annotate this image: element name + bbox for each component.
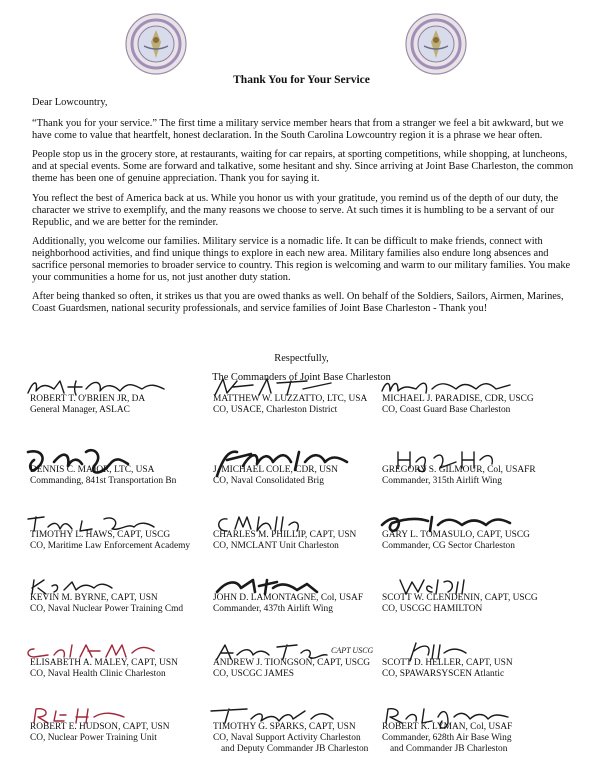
signatory-role: Commanding, 841st Transportation Bn <box>30 476 177 486</box>
signatory-role: Commander, 628th Air Base Wing <box>382 733 512 743</box>
signature-block <box>382 394 534 416</box>
signature-block <box>30 722 169 744</box>
signatory-name: GREGORY S. GILMOUR, Col, USAFR <box>382 465 536 475</box>
signature-block <box>213 465 338 487</box>
paragraph-4: Additionally, you welcome our families. Military service is a nomadic life. It can be difficult to make friends, connect with neighborhood activities, and find unique things to explore in each new area. Military families also endure long absences and sacrifice personal memories to broader service to country. This region is welcoming and warm to our military families. You make your communities a home for us, not just another duty station. <box>32 235 571 284</box>
signature-block <box>30 465 176 487</box>
signatory-name: MICHAEL J. PARADISE, CDR, USCG <box>382 394 534 404</box>
closing-from: The Commanders of Joint Base Charleston <box>212 372 391 383</box>
signatory-name: CHARLES M. PHILLIP, CAPT, USN <box>213 530 357 540</box>
signatory-name: KEVIN M. BYRNE, CAPT, USN <box>30 593 158 603</box>
signatory-role: CO, USACE, Charleston District <box>213 405 338 415</box>
signature-block <box>213 593 363 615</box>
signatory-role: CO, NMCLANT Unit Charleston <box>213 541 339 551</box>
signatory-name: ANDREW J. TIONGSON, CAPT, USCG <box>213 658 371 668</box>
signatory-role: Commander, CG Sector Charleston <box>382 541 515 551</box>
signatory-name: TIMOTHY G. SPARKS, CAPT, USN <box>213 722 356 732</box>
paragraph-2: People stop us in the grocery store, at restaurants, waiting for car repairs, at sporting competitions, while shopping, at luncheons, and at special events. Some are forward and talkative, some hesitant and shy. Since arriving at Joint Base Charleston, the common theme has been one of genuine appreciation. Thank you for saying it. <box>32 149 574 185</box>
signatory-name: ROBERT K. LYMAN, Col, USAF <box>382 722 513 732</box>
signatory-name: ELISABETH A. MALEY, CAPT, USN <box>30 658 178 668</box>
signature-block <box>382 593 538 615</box>
signatory-role: CO, Nuclear Power Training Unit <box>30 733 157 743</box>
signature-block <box>382 465 536 487</box>
signature-grid <box>30 384 590 776</box>
signatory-role: CO, Naval Health Clinic Charleston <box>30 669 166 679</box>
signature-block <box>213 646 374 680</box>
signature-block <box>30 593 183 615</box>
signature-block <box>30 394 145 416</box>
signatory-name: ROBERT T. O'BRIEN JR, DA <box>30 394 146 404</box>
signatory-role: Commander, 437th Airlift Wing <box>213 604 333 614</box>
signatory-name: ROBERT E. HUDSON, CAPT, USN <box>30 722 170 732</box>
signatory-role: CO, Naval Consolidated Brig <box>213 476 324 486</box>
signatory-role: CO, USCGC JAMES <box>213 669 295 679</box>
signature-block <box>213 722 368 755</box>
signatory-role: CO, Naval Support Activity Charleston <box>213 733 361 743</box>
seal-right-icon <box>404 12 468 76</box>
svg-text:CAPT USCG: CAPT USCG <box>331 646 374 655</box>
signatory-role: CO, Coast Guard Base Charleston <box>382 405 511 415</box>
signatory-name: SCOTT W. CLENDENIN, CAPT, USCG <box>382 593 538 603</box>
paragraph-1: “Thank you for your service.” The first time a military service member hears that from a stranger we feel a bit awkward, but we have come to value that heartfelt, honest declaration. In the South Carolina Lowcountry region it is a phrase we hear often. <box>32 118 564 142</box>
signatory-role: CO, Naval Nuclear Power Training Cmd <box>30 604 184 614</box>
paragraph-3: You reflect the best of America back at us. While you honor us with your gratitude, you remind us of the depth of our duty, the character we strive to exemplify, and the many reasons we choose to serve. At such times it is humbling to be a servant of our Republic, and we are better for the reminder. <box>32 192 559 228</box>
signatory-role-line-2: and Deputy Commander JB Charleston <box>221 744 369 754</box>
signatory-role: CO, Maritime Law Enforcement Academy <box>30 541 191 551</box>
signature-block <box>382 722 512 755</box>
signatory-name: DENNIS C. MAJOR, LTC, USA <box>30 465 155 475</box>
salutation: Dear Lowcountry, <box>32 97 108 108</box>
signatory-name: TIMOTHY L. HAWS, CAPT, USCG <box>30 530 171 540</box>
signature-block <box>30 658 178 680</box>
signatory-role: CO, USCGC HAMILTON <box>382 604 483 614</box>
closing: Respectfully, <box>274 353 329 364</box>
letter-body <box>32 97 580 322</box>
signatory-role: Commander, 315th Airlift Wing <box>382 476 502 486</box>
signatory-role: General Manager, ASLAC <box>30 405 130 415</box>
signatory-name: GARY L. TOMASULO, CAPT, USCG <box>382 530 530 540</box>
seal-left-icon <box>124 12 188 76</box>
signatory-name: J. MICHAEL COLE, CDR, USN <box>213 465 338 475</box>
signature-block <box>382 530 530 552</box>
signatory-name: MATTHEW W. LUZZATTO, LTC, USA <box>213 394 368 404</box>
signatory-name: JOHN D. LAMONTAGNE, Col, USAF <box>213 593 364 603</box>
signature-block <box>382 658 513 680</box>
signature-block <box>30 530 190 552</box>
signature-block <box>213 394 367 416</box>
signature-block <box>213 530 356 552</box>
page-title: Thank You for Your Service <box>233 74 370 86</box>
signatory-role: CO, SPAWARSYSCEN Atlantic <box>382 669 505 679</box>
signatory-name: SCOTT D. HELLER, CAPT, USN <box>382 658 513 668</box>
signatory-role-line-2: and Commander JB Charleston <box>390 744 508 754</box>
paragraph-5: After being thanked so often, it strikes us that you are owed thanks as well. On behalf of the Soldiers, Sailors, Airmen, Marines, Coast Guardsmen, national security professionals, and service families of Joint Base Charleston - Thank you! <box>32 291 564 315</box>
